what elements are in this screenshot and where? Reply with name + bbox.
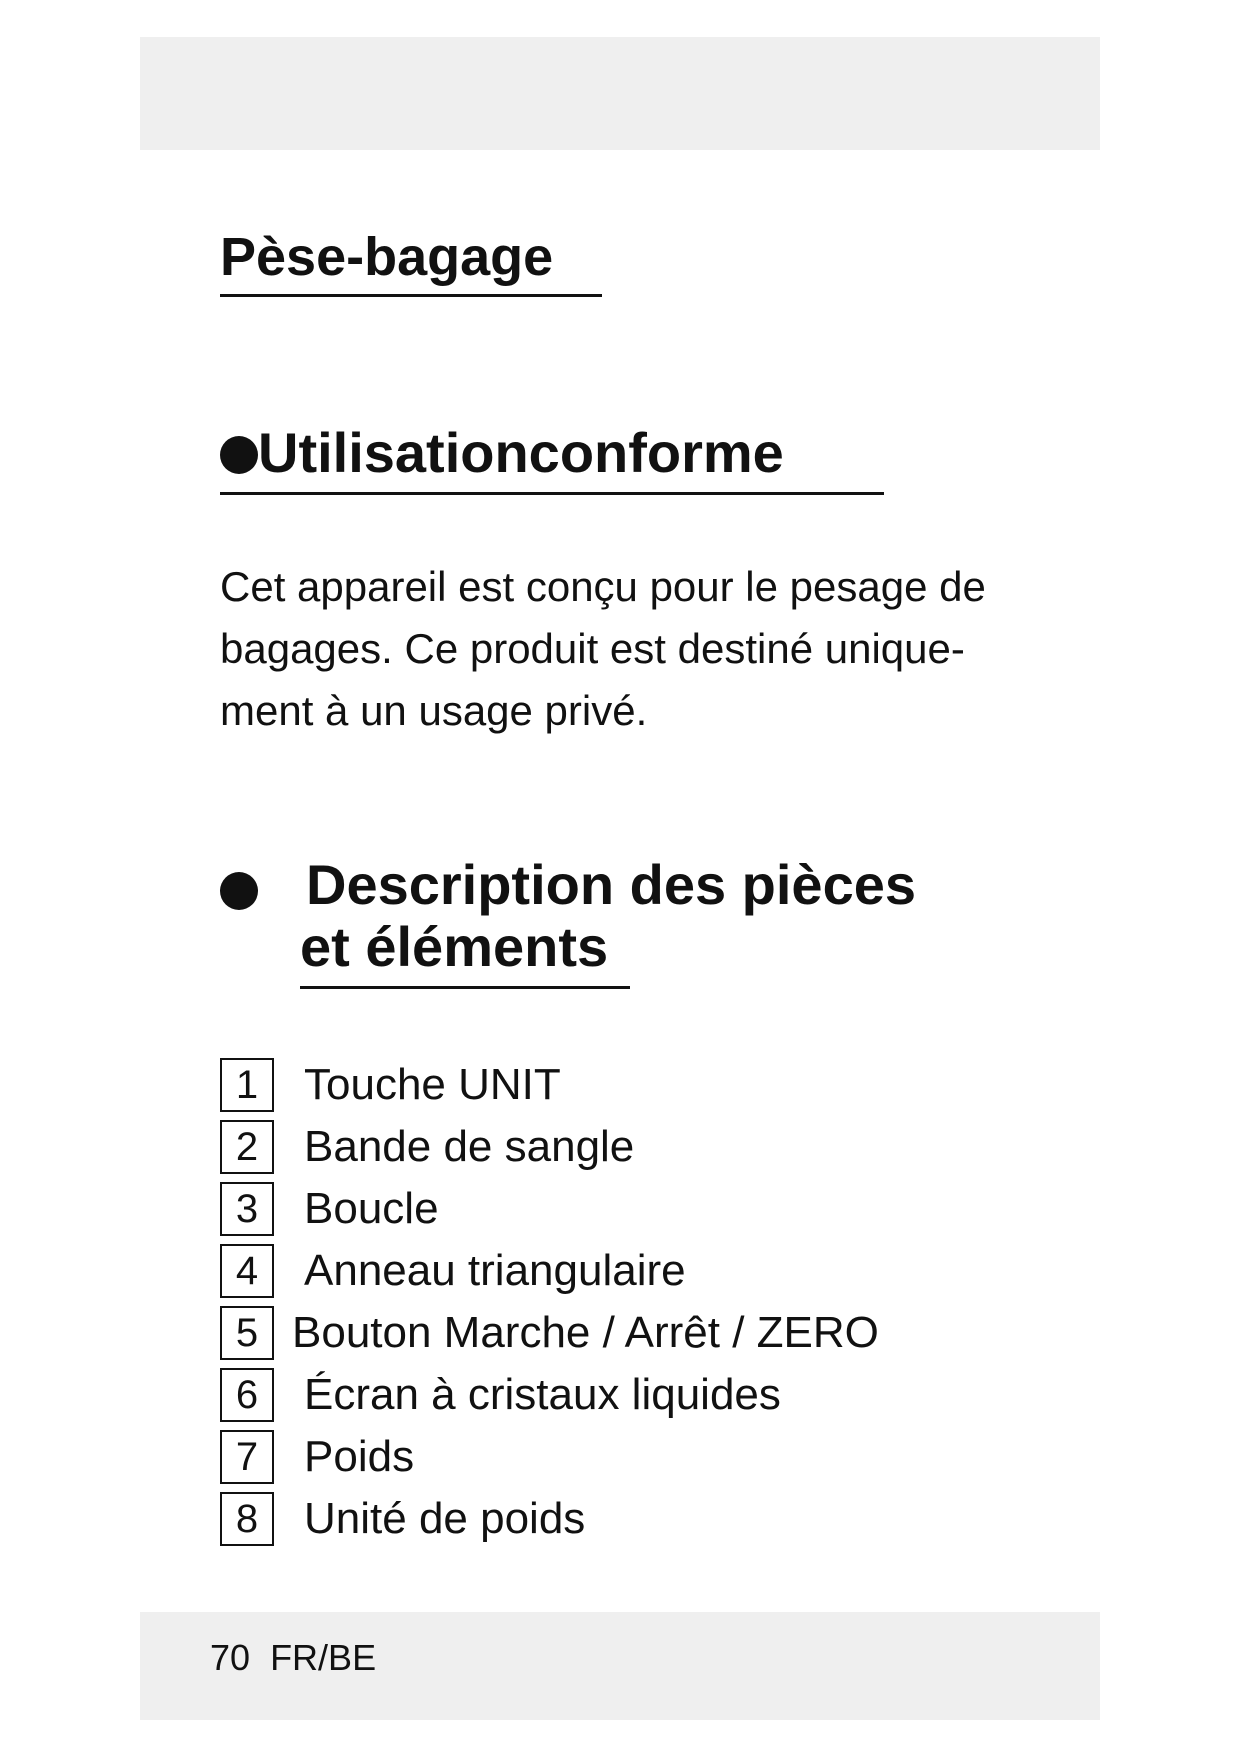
item-label: Unité de poids [304,1494,586,1543]
item-label: Anneau triangulaire [304,1246,686,1295]
item-number-box: 5 [220,1306,274,1360]
item-label: Bouton Marche / Arrêt / ZERO [292,1308,879,1357]
header-band [140,37,1100,150]
list-item [220,1054,879,1116]
item-label: Boucle [304,1184,439,1233]
item-label: Touche UNIT [304,1060,561,1109]
item-number-box: 2 [220,1120,274,1174]
item-number-box: 4 [220,1244,274,1298]
parts-list [220,1054,879,1550]
section-heading-parts-line1: Description des pièces [306,853,917,916]
list-item [220,1116,879,1178]
item-label: Poids [304,1432,415,1481]
section-bullet-icon [220,436,258,474]
use-paragraph [220,556,1040,742]
item-number-box: 6 [220,1368,274,1422]
list-item [220,1364,879,1426]
list-item [220,1426,879,1488]
use-text: Cet appareil est conçu pour le pesage de bagages. Ce produit est destiné unique-ment à un usage privé. [220,563,986,734]
page-footer [210,1637,377,1678]
item-number-box: 3 [220,1182,274,1236]
list-item [220,1488,879,1550]
item-label: Bande de sangle [304,1122,635,1171]
item-label: Écran à cristaux liquides [304,1370,781,1419]
locale-label: FR/BE [270,1637,377,1678]
list-item [220,1240,879,1302]
section-heading-underline [300,986,630,989]
item-number-box: 1 [220,1058,274,1112]
item-number-box: 8 [220,1492,274,1546]
list-item [220,1178,879,1240]
section-heading-use: Utilisationconforme [258,421,784,484]
section-heading-parts-line2: et éléments [300,915,609,978]
section-bullet-icon [220,872,258,910]
page-number: 70 [210,1637,251,1678]
page-title: Pèse-bagage [220,230,602,297]
list-item [220,1302,879,1364]
item-number-box: 7 [220,1430,274,1484]
section-heading-underline [220,492,884,495]
